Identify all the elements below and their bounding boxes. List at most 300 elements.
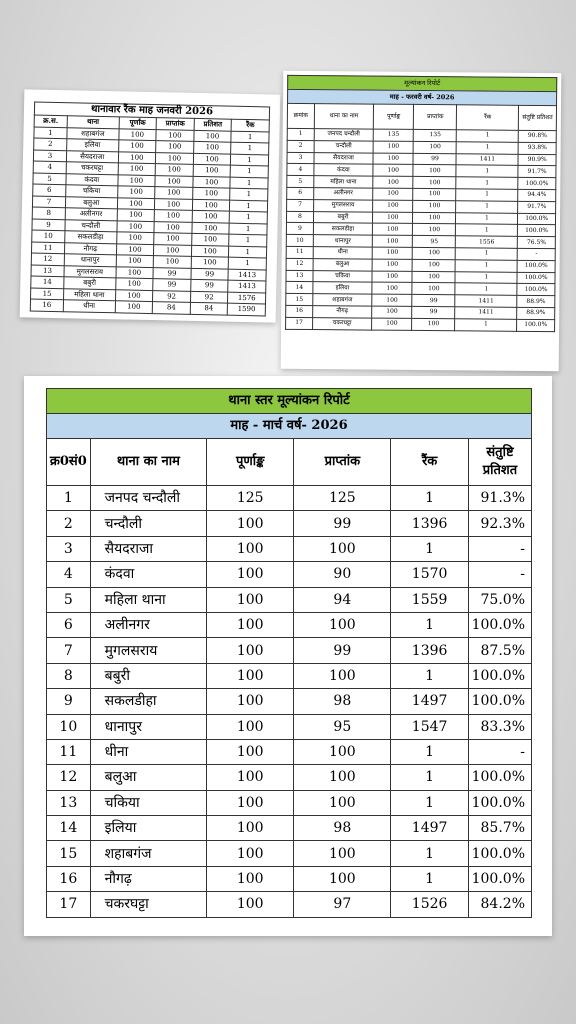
table-cell: 1497 (391, 689, 469, 714)
table-cell: मुगलसराय (64, 265, 116, 278)
table-cell: 100 (192, 210, 230, 222)
table-row (47, 663, 532, 688)
table-cell: 100 (192, 187, 230, 199)
table-cell: 92 (153, 290, 191, 302)
table-cell: नौगढ़ (313, 306, 372, 318)
table-cell: 100.0% (468, 765, 531, 790)
column-header: प्राप्तांक (294, 439, 391, 486)
table-cell: 1396 (391, 511, 469, 536)
table-cell: 1559 (391, 587, 469, 612)
table-cell: 100 (413, 200, 456, 212)
table-cell: 100.0% (468, 689, 531, 714)
table-cell: जनपद चन्दौली (90, 486, 206, 511)
table-row (47, 536, 532, 561)
table-cell: 100 (193, 176, 231, 188)
table-cell: 100 (373, 164, 413, 176)
table-cell: 1 (456, 212, 518, 224)
table-cell: 16 (30, 299, 63, 311)
table-cell: इलिया (90, 816, 206, 841)
table-cell: 1 (230, 211, 268, 223)
table-cell: 100 (412, 318, 455, 330)
march-subtitle: माह - मार्च वर्ष- 2026 (46, 413, 532, 438)
table-cell: 4 (47, 562, 91, 587)
table-cell: 92.3% (468, 511, 531, 536)
table-cell: 16 (47, 866, 91, 891)
table-cell: 7 (32, 196, 65, 208)
table-cell: 1413 (228, 269, 266, 281)
table-row (47, 689, 532, 714)
table-row (47, 816, 532, 841)
column-header: प्राप्तांक (414, 104, 457, 129)
table-cell: 1411 (455, 295, 517, 307)
table-cell: 1 (47, 486, 91, 511)
table-row (47, 587, 532, 612)
table-cell: 100.0% (517, 260, 555, 272)
table-cell: 14 (31, 276, 64, 288)
table-cell: 100.0% (518, 178, 556, 190)
table-cell: नौगढ़ (90, 866, 206, 891)
column-header: संतुष्टि प्रतिशत (468, 439, 531, 486)
table-cell: 11 (47, 739, 91, 764)
table-cell: 100 (207, 714, 294, 739)
table-cell: 99 (412, 295, 455, 307)
table-cell: 94.4% (518, 189, 556, 201)
table-cell: 1 (231, 142, 269, 154)
table-cell: 9 (286, 223, 313, 235)
table-cell: 100 (193, 141, 231, 153)
table-cell: 100 (207, 587, 294, 612)
table-cell: 100.0% (517, 284, 555, 296)
table-cell: मुगलसराय (90, 638, 206, 663)
table-cell: 100 (153, 256, 191, 268)
table-cell: 5 (287, 176, 314, 188)
column-header: क्रमांक (287, 103, 314, 128)
table-cell: 100 (193, 153, 231, 165)
table-cell: 1 (455, 260, 517, 272)
table-row (47, 841, 532, 866)
table-cell: चन्दौली (314, 140, 373, 152)
table-cell: 1 (391, 765, 469, 790)
table-cell: 1 (391, 612, 469, 637)
table-cell: सकलडीहा (65, 231, 117, 244)
table-cell: 1 (230, 188, 268, 200)
column-header: थाना का नाम (314, 104, 373, 130)
table-cell: चकरघट्टा (90, 892, 206, 917)
table-cell: 1 (391, 536, 469, 561)
february-title: मूल्यांकन रिपोर्ट (287, 75, 557, 91)
table-cell: चकरघट्टा (312, 317, 371, 329)
table-cell: 100 (413, 165, 456, 177)
table-cell: 90 (294, 562, 391, 587)
table-cell: 100 (373, 141, 413, 153)
table-cell: कंदवा (90, 562, 206, 587)
table-cell: शहाबगंज (90, 841, 206, 866)
table-cell: कंदवा (66, 173, 118, 186)
column-header: पूर्णांक (119, 117, 157, 129)
table-cell: 100 (372, 294, 412, 306)
table-cell: 88.9% (517, 307, 555, 319)
table-cell: 97 (294, 892, 391, 917)
table-row (47, 739, 532, 764)
table-cell: मुगलसराय (313, 199, 372, 211)
table-row (47, 765, 532, 790)
table-cell: 84.2% (468, 892, 531, 917)
table-cell: 99 (413, 153, 456, 165)
march-title: थाना स्तर मूल्यांकन रिपोर्ट (46, 388, 532, 413)
table-row (47, 511, 532, 536)
table-cell: 100 (373, 176, 413, 188)
table-cell: 15 (47, 841, 91, 866)
table-cell: बबुरी (90, 663, 206, 688)
column-header: रैंक (231, 119, 269, 131)
table-cell: 1 (391, 739, 469, 764)
table-cell: बलुआ (65, 196, 117, 209)
february-subtitle: माह - फरवरी वर्ष- 2026 (287, 89, 557, 105)
table-cell: 2 (47, 511, 91, 536)
table-cell: 1 (229, 223, 267, 235)
table-cell: बबुरी (313, 211, 372, 223)
table-cell: 100.0% (468, 663, 531, 688)
table-cell: इलिया (313, 282, 372, 294)
table-cell: शहाबगंज (67, 127, 119, 140)
table-cell: 1 (456, 177, 518, 189)
table-cell: 1 (229, 246, 267, 258)
table-cell: 83.3% (468, 714, 531, 739)
table-cell: अलीनगर (65, 208, 117, 221)
table-cell: 11 (286, 246, 313, 258)
table-cell: महिला थाना (90, 587, 206, 612)
table-cell: 100 (294, 536, 391, 561)
table-cell: 1413 (228, 280, 266, 292)
table-cell: 135 (373, 129, 413, 141)
table-row (47, 612, 532, 637)
table-cell: 98 (294, 816, 391, 841)
table-cell: धानापुर (90, 714, 206, 739)
table-cell: 1 (391, 486, 469, 511)
table-cell: 100 (372, 271, 412, 283)
table-cell: 13 (31, 265, 64, 277)
table-cell: 14 (47, 816, 91, 841)
table-cell: 100 (117, 186, 155, 198)
table-cell: 100.0% (468, 612, 531, 637)
table-cell: धीना (63, 300, 115, 313)
column-header: क्र0सं0 (47, 439, 91, 486)
table-cell: 100 (156, 152, 194, 164)
table-cell: 99 (191, 268, 229, 280)
table-row (47, 486, 532, 511)
table-cell: 12 (286, 258, 313, 270)
table-cell: 1526 (391, 892, 469, 917)
table-cell: 1 (455, 319, 517, 331)
table-cell: - (468, 739, 531, 764)
table-cell: 17 (47, 892, 91, 917)
table-cell: 1 (455, 283, 517, 295)
table-cell: 99 (190, 279, 228, 291)
table-cell: 100 (117, 209, 155, 221)
table-cell: 100 (294, 739, 391, 764)
table-cell: 4 (33, 161, 66, 173)
table-cell: महिला थाना (63, 288, 115, 301)
table-cell: 8 (32, 207, 65, 219)
table-cell: 100 (412, 271, 455, 283)
column-header: पूर्णाङ्क (373, 104, 414, 129)
column-header: प्राप्तांक (156, 118, 194, 130)
table-cell: 125 (294, 486, 391, 511)
table-cell: 100 (116, 232, 154, 244)
table-cell: 100 (294, 790, 391, 815)
table-cell: 100 (372, 318, 412, 330)
table-cell: 100 (118, 128, 156, 140)
table-cell: 1 (231, 131, 269, 143)
table-cell: 100 (154, 210, 192, 222)
table-cell: 84 (190, 302, 228, 314)
table-cell: 100 (207, 511, 294, 536)
table-cell: 100 (207, 739, 294, 764)
table-cell: 15 (286, 293, 313, 305)
table-cell: 93.8% (518, 142, 556, 154)
table-cell: 100 (154, 244, 192, 256)
column-header: क्र.स. (34, 115, 67, 127)
table-cell: 100.0% (518, 213, 556, 225)
table-cell: 100 (207, 612, 294, 637)
table-cell: चकिया (90, 790, 206, 815)
table-cell: 100 (191, 233, 229, 245)
table-cell: 100.0% (517, 272, 555, 284)
table-cell: 100 (115, 278, 153, 290)
table-cell: 6 (287, 187, 314, 199)
table-cell: 100 (207, 536, 294, 561)
table-cell: 1 (391, 790, 469, 815)
table-cell: 125 (207, 486, 294, 511)
table-cell: 100 (207, 663, 294, 688)
table-cell: 2 (34, 138, 67, 150)
table-cell: 1 (34, 127, 67, 139)
table-cell: 100 (117, 174, 155, 186)
table-cell: 91.7% (518, 201, 556, 213)
table-row (47, 892, 532, 917)
table-cell: सैयदराजा (90, 536, 206, 561)
table-cell: 99 (294, 511, 391, 536)
table-cell: 100 (413, 224, 456, 236)
column-header: पूर्णाङ्क (207, 439, 294, 486)
table-cell: 100 (207, 638, 294, 663)
table-cell: 87.5% (468, 638, 531, 663)
table-cell: 17 (286, 317, 313, 329)
table-cell: चन्दौली (65, 219, 117, 232)
table-cell: 10 (47, 714, 91, 739)
table-cell: 5 (47, 587, 91, 612)
column-header: रैंक (391, 439, 469, 486)
table-cell: 1 (457, 142, 519, 154)
table-cell: 76.5% (518, 237, 556, 249)
table-cell: 1 (391, 866, 469, 891)
table-cell: धीना (313, 247, 372, 259)
table-cell: 1 (456, 165, 518, 177)
table-cell: बलुआ (313, 258, 372, 270)
table-cell: महिला थाना (314, 176, 373, 188)
table-cell: 1411 (456, 153, 518, 165)
table-cell: सैयदराजा (66, 150, 118, 163)
table-cell: 98 (294, 689, 391, 714)
table-cell: 16 (286, 305, 313, 317)
table-cell: 1497 (391, 816, 469, 841)
table-cell: 100 (372, 223, 412, 235)
march-table (46, 438, 532, 918)
table-cell: चकिया (313, 270, 372, 282)
table-cell: - (468, 536, 531, 561)
table-cell: 1 (229, 234, 267, 246)
table-cell: 100 (118, 163, 156, 175)
table-cell: अलीनगर (90, 612, 206, 637)
table-cell: इलिया (67, 139, 119, 152)
table-cell: 100 (207, 892, 294, 917)
table-cell: 1 (391, 663, 469, 688)
table-cell: 100 (294, 866, 391, 891)
table-cell: 1 (456, 189, 518, 201)
table-cell: 100 (372, 306, 412, 318)
table-cell: 84 (152, 302, 190, 314)
table-cell: 100 (118, 151, 156, 163)
table-cell: 2 (287, 140, 314, 152)
table-cell: 100 (413, 247, 456, 259)
table-cell: 100 (207, 866, 294, 891)
table-cell: 1 (457, 130, 519, 142)
january-title: थानावार रैंक माह जनवरी 2026 (34, 102, 270, 120)
table-cell: 100 (413, 188, 456, 200)
table-cell: 100 (294, 663, 391, 688)
table-cell: 100 (413, 141, 456, 153)
table-cell: 100 (294, 612, 391, 637)
table-cell: 99 (153, 279, 191, 291)
table-cell: 100 (116, 243, 154, 255)
table-cell: 1 (391, 841, 469, 866)
table-cell: 100 (117, 220, 155, 232)
table-cell: 1576 (228, 292, 266, 304)
table-cell: चकिया (66, 185, 118, 198)
table-cell: 100 (294, 841, 391, 866)
table-cell: 1570 (391, 562, 469, 587)
table-cell: 100 (413, 177, 456, 189)
table-cell: 1396 (391, 638, 469, 663)
table-cell: 100 (155, 198, 193, 210)
table-cell: 100 (117, 197, 155, 209)
table-cell: जनपद चन्दौली (314, 129, 373, 141)
table-cell: धानापुर (64, 254, 116, 267)
column-header: थाना का नाम (90, 439, 206, 486)
table-cell: 100 (412, 259, 455, 271)
table-cell: 99 (294, 638, 391, 663)
table-cell: शहाबगंज (313, 294, 372, 306)
table-cell: 135 (414, 129, 457, 141)
table-cell: नौगढ़ (64, 242, 116, 255)
table-cell: 99 (153, 267, 191, 279)
table-cell: 1 (456, 201, 518, 213)
table-cell: 100 (115, 301, 153, 313)
table-cell: 14 (286, 282, 313, 294)
table-cell: 90.8% (518, 130, 556, 142)
table-cell: 100 (207, 816, 294, 841)
table-cell: 1 (287, 128, 314, 140)
january-table (30, 115, 270, 316)
table-cell: 100 (207, 689, 294, 714)
table-cell: 5 (33, 173, 66, 185)
table-cell: 100 (373, 200, 413, 212)
table-cell: 9 (32, 219, 65, 231)
table-cell: 3 (47, 536, 91, 561)
table-cell: 100 (413, 212, 456, 224)
table-cell: सैयदराजा (314, 152, 373, 164)
table-row (47, 638, 532, 663)
table-cell: 12 (47, 765, 91, 790)
table-cell: 95 (294, 714, 391, 739)
table-cell: 100 (115, 289, 153, 301)
table-cell: बबुरी (64, 277, 116, 290)
table-cell: धीना (90, 739, 206, 764)
table-cell: कंदवा (314, 164, 373, 176)
table-cell: - (468, 562, 531, 587)
table-cell: 1 (456, 224, 518, 236)
table-cell: चन्दौली (90, 511, 206, 536)
table-cell: 1 (229, 257, 267, 269)
table-cell: 100 (373, 153, 413, 165)
table-row (47, 714, 532, 739)
table-cell: 100 (116, 266, 154, 278)
table-row (47, 866, 532, 891)
table-cell: 88.9% (517, 295, 555, 307)
table-cell: 100 (191, 245, 229, 257)
january-rank-sheet (20, 89, 281, 322)
table-row (47, 562, 532, 587)
table-cell: 100.0% (468, 841, 531, 866)
table-cell: 100 (155, 164, 193, 176)
table-cell: 100 (192, 222, 230, 234)
table-cell: 92 (190, 291, 228, 303)
table-cell: 1 (230, 177, 268, 189)
table-cell: 100 (154, 233, 192, 245)
table-cell: 100 (373, 212, 413, 224)
table-cell: 100 (156, 129, 194, 141)
table-cell: 13 (286, 270, 313, 282)
table-cell: 85.7% (468, 816, 531, 841)
table-cell: 11 (31, 242, 64, 254)
table-cell: - (517, 248, 555, 260)
column-header: थाना (67, 116, 119, 129)
table-cell: 100 (118, 140, 156, 152)
march-evaluation-sheet (24, 376, 552, 936)
table-cell: 15 (31, 288, 64, 300)
table-cell: धानापुर (313, 235, 372, 247)
table-row (47, 790, 532, 815)
table-cell: 1 (230, 200, 268, 212)
table-cell: 8 (286, 211, 313, 223)
table-cell: 100 (194, 130, 232, 142)
table-cell: 100.0% (518, 225, 556, 237)
table-cell: 7 (287, 199, 314, 211)
table-cell: अलीनगर (314, 188, 373, 200)
table-cell: 1411 (455, 307, 517, 319)
table-cell: 100 (412, 283, 455, 295)
table-cell: 100 (372, 247, 412, 259)
table-cell: 100 (207, 841, 294, 866)
table-row (286, 317, 555, 331)
column-header: संतुष्टि प्रतिशत (519, 105, 557, 130)
table-cell: 7 (47, 638, 91, 663)
table-cell: 100 (372, 235, 412, 247)
table-cell: 100 (154, 221, 192, 233)
february-table (285, 103, 557, 332)
table-cell: 91.3% (468, 486, 531, 511)
table-cell: 95 (413, 236, 456, 248)
